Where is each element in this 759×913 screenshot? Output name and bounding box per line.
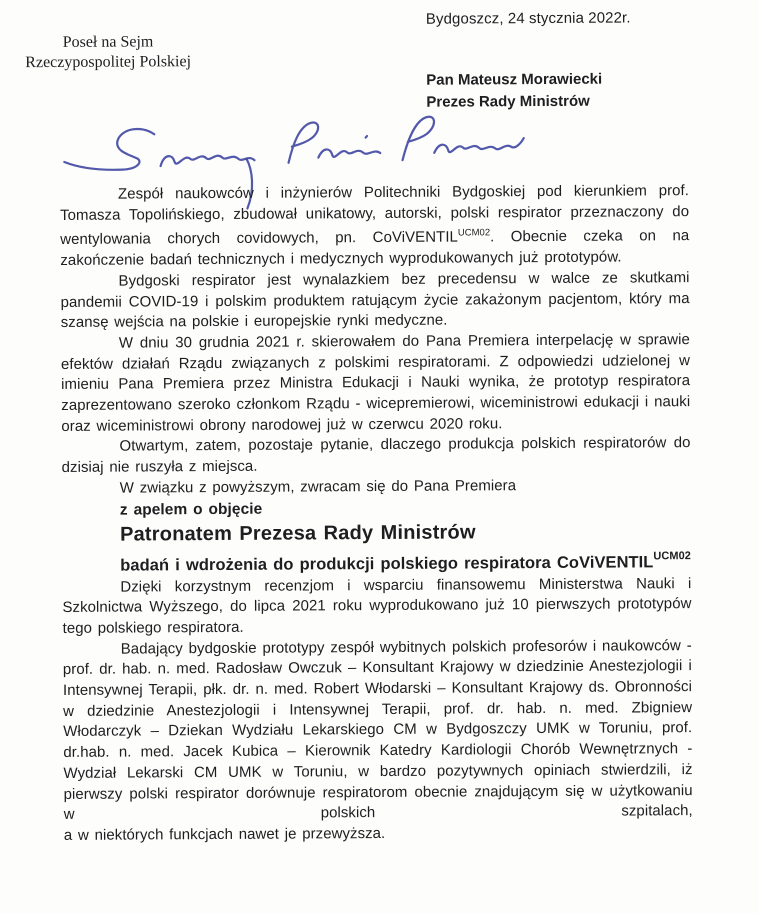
appeal-line-2: Patronatem Prezesa Rady Ministrów [119,520,476,546]
appeal-line-1: z apelem o objęcie [119,500,263,519]
sender-block [12,32,204,72]
paragraph-3: W dniu 30 grudnia 2021 r. skierowałem do Pana Premiera interpelację w sprawie efektów działań Rządu związanych z polskimi respiratorami. Z odpowiedzi udzielonej w imieniu Pana Premiera przez Ministra Edukacji i Nauki wynika, że prototyp respiratora zaprezentowano szeroko członkom Rządu - wicepremierowi, wiceministrowi edukacji i nauki oraz wiceministrowi obrony narodowej już w czerwcu 2020 roku. [60,331,691,435]
appeal-line-3-text: badań i wdrożenia do produkcji polskiego respiratora CoViVENTIL [120,552,654,575]
letter-body [60,181,693,847]
recipient-title: Prezes Rady Ministrów [426,92,590,111]
respirator-superscript: UCM02 [457,227,491,239]
sender-title-line2: Rzeczypospolitej Polskiej [25,52,192,71]
recipient-name: Pan Mateusz Morawiecki [426,70,603,89]
paragraph-6: Badający bydgoskie prototypy zespół wybitnych polskich profesorów i naukowców - prof. dr. hab. n. med. Radosław Owczuk – Konsultant Krajowy w dziedzinie Anestezjologii i Intensywnej Terapii, płk. dr. n. med. Robert Włodarski – Konsultant Krajowy ds. Obronności w dziedzinie Anestezjologii i Intensywnej Terapii, prof. dr. hab. n. med. Zbigniew Włodarczyk – Dziekan Wydziału Lekarskiego CM w Bydgoszczy UMK w Toruniu, prof. dr.hab. n. med. Jacek Kubica – Kierownik Katedry Kardiologii Chorób Wewnętrznych - Wydział Lekarski CM UMK w Toruniu, w bardzo pozytywnych opiniach stwierdzili, iż pierwszy polski respirator dorównuje respiratorom obecnie znajdującym się w użytkowaniu w polskich szpitalach, [62,636,693,824]
paragraph-4: Otwartym, zatem, pozostaje pytanie, dlaczego produkcja polskich respiratorów do dzisiaj nie ruszyła z miejsca. [61,434,691,477]
recipient-block [426,69,602,114]
paragraph-2: Bydgoski respirator jest wynalazkiem bez precedensu w walce ze skutkami pandemii COVID-19 i polskim produktem ratującym życie zakażonym pacjentom, który ma szansę wejścia na polskie i europejskie rynki medyczne. [60,268,690,332]
paragraph-1-text: Zespół naukowców i inżynierów Politechniki Bydgoskiej pod kierunkiem prof. Tomasza Topolińskiego, zbudował unikatowy, autorski, polski respirator przeznaczony do wentylowania chorych covidowych, pn. CoViVENTIL [60,182,690,249]
closing-intro-line: W związku z powyższym, zwracam się do Pana Premiera [119,477,517,497]
appeal-line-3 [62,544,691,578]
paragraph-5: Dzięki korzystnym recenzjom i wsparciu finansowemu Ministerstwa Nauki i Szkolnictwa Wyższego, do lipca 2021 roku wyprodukowano już 10 pierwszych prototypów tego polskiego respiratora. [62,574,692,637]
paragraph-6-last-line: a w niektórych funkcjach nawet je przewyższa. [63,824,386,844]
sender-title-line1: Poseł na Sejm [62,33,154,51]
paragraph-1 [60,181,690,272]
appeal-respirator-superscript: UCM02 [653,549,691,562]
date-line: Bydgoszcz, 24 stycznia 2022r. [425,9,631,28]
paragraph-1-text-after: . Obecnie czeka on na zakończenie badań technicznych i medycznych wyprodukowanych już prototypów. [60,227,690,270]
